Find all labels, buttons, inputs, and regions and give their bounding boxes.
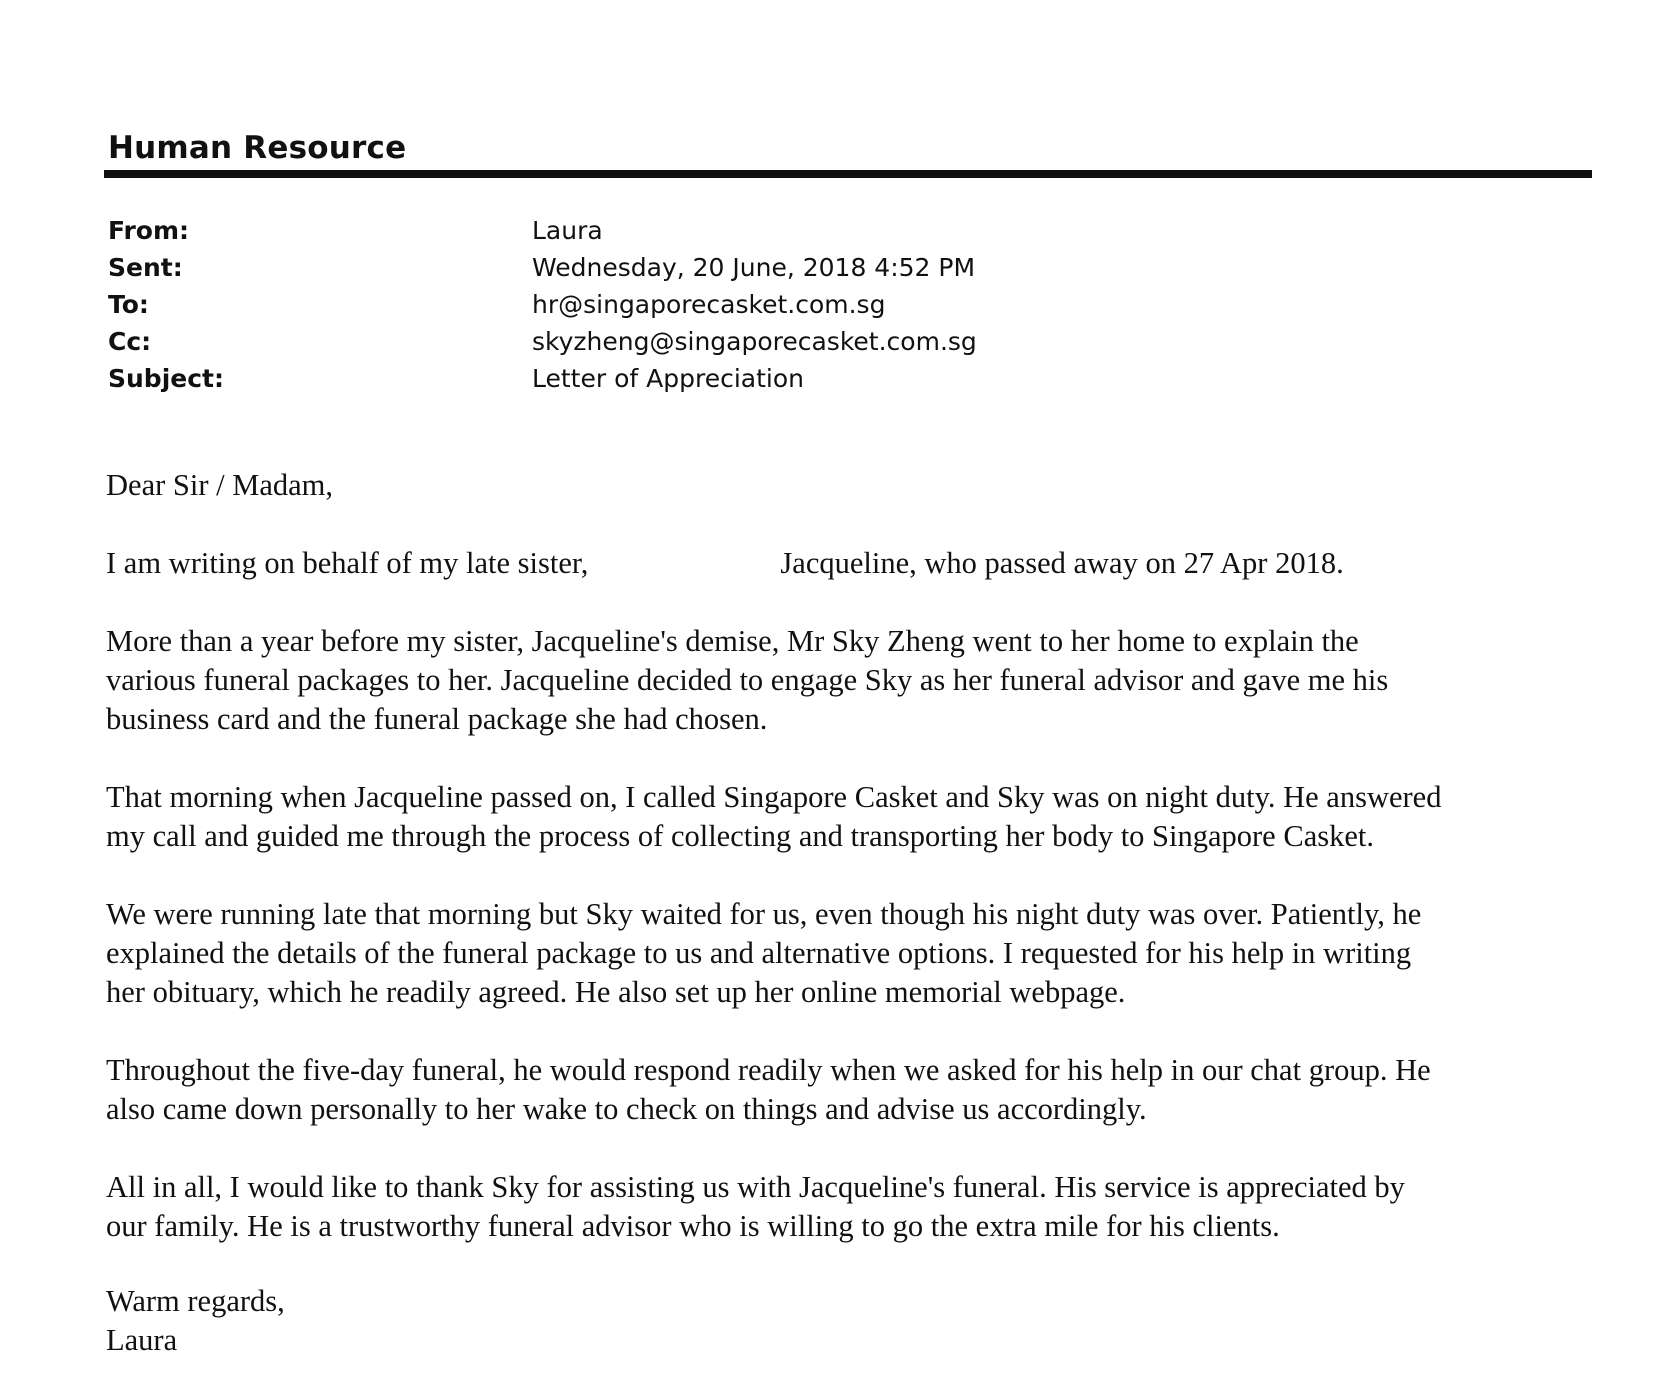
paragraph-1-part-b: Jacqueline, who passed away on 27 Apr 2018. bbox=[780, 546, 1344, 580]
mailbox-title: Human Resource bbox=[108, 130, 407, 166]
to-label: To: bbox=[108, 290, 149, 319]
from-label: From: bbox=[108, 216, 190, 245]
paragraph-4 bbox=[106, 895, 1596, 1012]
subject-value: Letter of Appreciation bbox=[532, 364, 804, 393]
letter-closing bbox=[106, 1282, 285, 1360]
closing-text: Warm regards, bbox=[106, 1284, 285, 1318]
paragraph-5 bbox=[106, 1051, 1596, 1129]
signature: Laura bbox=[106, 1323, 178, 1357]
paragraph-3-line-2: my call and guided me through the process of collecting and transporting her body to Singapore Casket. bbox=[106, 819, 1374, 853]
paragraph-2-line-2: various funeral packages to her. Jacqueline decided to engage Sky as her funeral advisor and gave me his bbox=[106, 663, 1389, 697]
paragraph-4-line-1: We were running late that morning but Sky waited for us, even though his night duty was over. Patiently, he bbox=[106, 897, 1422, 931]
paragraph-4-line-3: her obituary, which he readily agreed. He also set up her online memorial webpage. bbox=[106, 975, 1126, 1009]
paragraph-3 bbox=[106, 778, 1596, 856]
cc-value: skyzheng@singaporecasket.com.sg bbox=[532, 327, 977, 356]
paragraph-1 bbox=[106, 544, 1596, 583]
title-divider bbox=[104, 170, 1592, 178]
paragraph-3-line-1: That morning when Jacqueline passed on, I called Singapore Casket and Sky was on night duty. He answered bbox=[106, 780, 1442, 814]
paragraph-5-line-2: also came down personally to her wake to check on things and advise us accordingly. bbox=[106, 1092, 1147, 1126]
paragraph-4-line-2: explained the details of the funeral package to us and alternative options. I requested for his help in writing bbox=[106, 936, 1412, 970]
paragraph-2 bbox=[106, 622, 1596, 739]
paragraph-6-line-2: our family. He is a trustworthy funeral advisor who is willing to go the extra mile for his clients. bbox=[106, 1209, 1280, 1243]
to-value: hr@singaporecasket.com.sg bbox=[532, 290, 886, 319]
subject-label: Subject: bbox=[108, 364, 224, 393]
cc-label: Cc: bbox=[108, 327, 152, 356]
salutation-text: Dear Sir / Madam, bbox=[106, 468, 333, 502]
paragraph-5-line-1: Throughout the five-day funeral, he would respond readily when we asked for his help in our chat group. He bbox=[106, 1053, 1431, 1087]
from-value: Laura bbox=[532, 216, 603, 245]
paragraph-1-line bbox=[106, 544, 1596, 583]
letter-body bbox=[106, 466, 1596, 1285]
salutation bbox=[106, 466, 1596, 505]
paragraph-6-line-1: All in all, I would like to thank Sky for assisting us with Jacqueline's funeral. His service is appreciated by bbox=[106, 1170, 1405, 1204]
paragraph-2-line-1: More than a year before my sister, Jacqueline's demise, Mr Sky Zheng went to her home to explain the bbox=[106, 624, 1359, 658]
paragraph-1-part-a: I am writing on behalf of my late sister, bbox=[106, 546, 589, 580]
sent-label: Sent: bbox=[108, 253, 183, 282]
paragraph-2-line-3: business card and the funeral package she had chosen. bbox=[106, 702, 768, 736]
paragraph-6 bbox=[106, 1168, 1596, 1246]
sent-value: Wednesday, 20 June, 2018 4:52 PM bbox=[532, 253, 976, 282]
